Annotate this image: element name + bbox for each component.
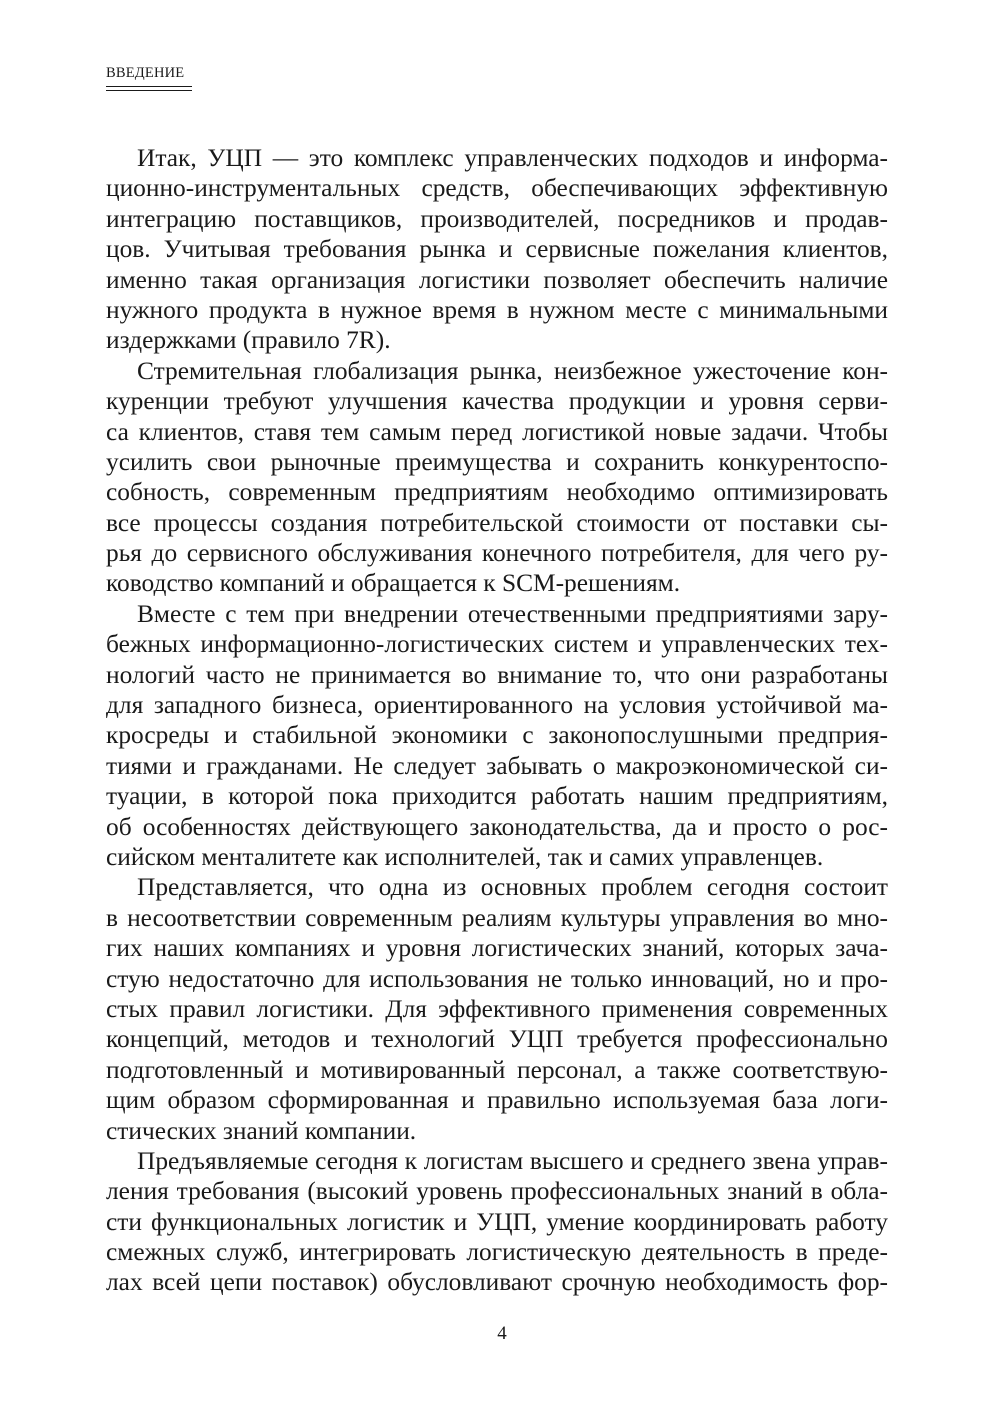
text-line: ководство компаний и обращается к SCM-решениям. [106,569,681,598]
header-double-rule [106,86,192,91]
text-line: стых правил логистики. Для эффективного применения современных [106,994,888,1023]
text-line: ления требования (высокий уровень профессиональных знаний в обла- [106,1177,888,1206]
text-line: лах всей цепи поставок) обусловливают срочную необходимость фор- [106,1268,888,1297]
text-line: интеграцию поставщиков, производителей, посредников и продав- [106,204,888,233]
text-line: концепций, методов и технологий УЦП требуется профессионально [106,1025,888,1054]
text-line: куренции требуют улучшения качества продукции и уровня серви- [106,387,888,416]
text-line: в несоответствии современным реалиям культуры управления во мно- [106,903,888,932]
text-line: Предъявляемые сегодня к логистам высшего и среднего звена управ- [137,1146,888,1175]
paragraph [106,143,888,356]
text-line: са клиентов, ставя тем самым перед логистикой новые задачи. Чтобы [106,417,888,446]
text-line: стую недостаточно для использования не только инноваций, но и про- [106,964,888,993]
text-line: цов. Учитывая требования рынка и сервисные пожелания клиентов, [106,235,888,264]
text-line: смежных служб, интегрировать логистическую деятельность в преде- [106,1238,888,1267]
text-line: подготовленный и мотивированный персонал, а также соответствую- [106,1055,888,1084]
running-header [106,64,192,91]
text-line: Представляется, что одна из основных проблем сегодня состоит [137,873,888,902]
text-line: для западного бизнеса, ориентированного на условия устойчивой ма- [106,691,888,720]
text-line: бежных информационно-логистических систем и управленческих тех- [106,630,888,659]
body-text [106,143,888,1298]
text-line: тиями и гражданами. Не следует забывать о макроэкономической си- [106,751,888,780]
header-title: ВВЕДЕНИЕ [106,65,185,81]
text-line: издержками (правило 7R). [106,326,391,355]
text-line: сти функциональных логистик и УЦП, умение координировать работу [106,1207,888,1236]
text-line: об особенностях действующего законодательства, да и просто о рос- [106,812,888,841]
text-line: собность, современным предприятиям необходимо оптимизировать [106,478,888,507]
text-line: ционно-инструментальных средств, обеспечивающих эффективную [106,174,888,203]
text-line: нологий часто не принимается во внимание то, что они разработаны [106,660,888,689]
text-line: рья до сервисного обслуживания конечного потребителя, для чего ру- [106,539,888,568]
text-line: Вместе с тем при внедрении отечественными предприятиями зару- [137,599,888,628]
text-line: стических знаний компании. [106,1116,417,1145]
paragraph [106,1146,888,1298]
text-line: кросреды и стабильной экономики с законопослушными предприя- [106,721,888,750]
text-line: все процессы создания потребительской стоимости от поставки сы- [106,508,888,537]
text-line: туации, в которой пока приходится работать нашим предприятиям, [106,782,888,811]
text-line: нужного продукта в нужное время в нужном месте с минимальными [106,295,888,324]
paragraph [106,356,888,599]
page-number: 4 [497,1323,507,1344]
paragraph [106,872,888,1146]
text-line: Стремительная глобализация рынка, неизбежное ужесточение кон- [137,356,888,385]
text-line: щим образом сформированная и правильно используемая база логи- [106,1086,888,1115]
text-line: именно такая организация логистики позволяет обеспечить наличие [106,265,888,294]
text-line: усилить свои рыночные преимущества и сохранить конкурентоспо- [106,447,888,476]
text-line: гих наших компаниях и уровня логистических знаний, которых зача- [106,934,888,963]
text-line: сийском менталитете как исполнителей, так и самих управленцев. [106,842,824,871]
text-line: Итак, УЦП — это комплекс управленческих подходов и информа- [137,144,888,172]
paragraph [106,599,888,873]
